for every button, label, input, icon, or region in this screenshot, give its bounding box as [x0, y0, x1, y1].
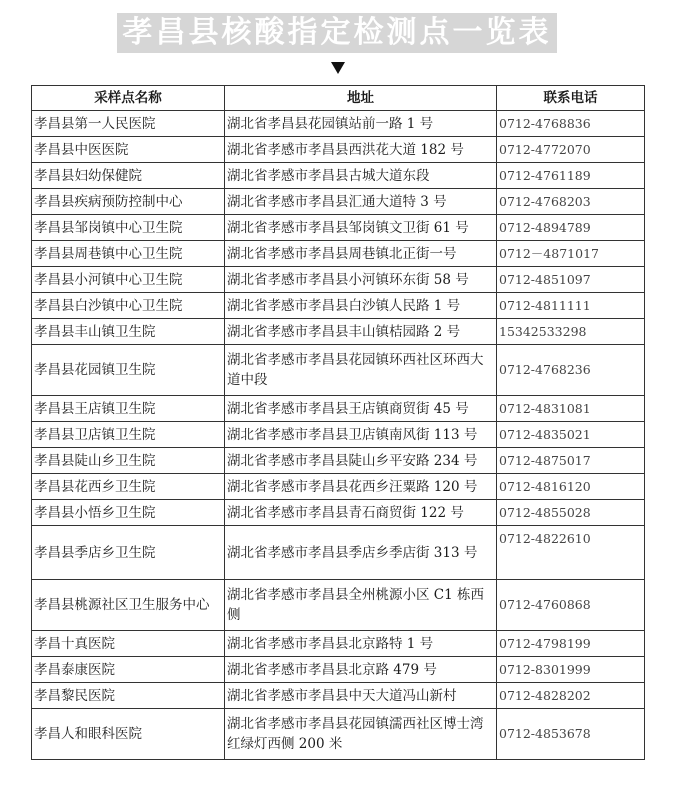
down-arrow-icon — [331, 62, 345, 74]
site-name-cell: 孝昌黎民医院 — [32, 683, 225, 709]
site-name-cell: 孝昌县花西乡卫生院 — [32, 474, 225, 500]
site-address-cell: 湖北省孝感市孝昌县卫店镇南风街 113 号 — [225, 422, 497, 448]
site-address-cell: 湖北省孝感市孝昌县中天大道冯山新村 — [225, 683, 497, 709]
site-phone-cell: 0712-4851097 — [497, 267, 645, 293]
table-row — [32, 111, 645, 137]
site-address-cell: 湖北省孝感市孝昌县北京路特 1 号 — [225, 631, 497, 657]
table-row — [32, 396, 645, 422]
table-row — [32, 631, 645, 657]
site-name-cell: 孝昌县白沙镇中心卫生院 — [32, 293, 225, 319]
table-row — [32, 163, 645, 189]
site-address-cell: 湖北省孝感市孝昌县邹岗镇文卫街 61 号 — [225, 215, 497, 241]
table-row — [32, 474, 645, 500]
site-name-cell: 孝昌县周巷镇中心卫生院 — [32, 241, 225, 267]
site-address-cell: 湖北省孝感市孝昌县北京路 479 号 — [225, 657, 497, 683]
table-row — [32, 189, 645, 215]
table-row — [32, 345, 645, 396]
table-row — [32, 448, 645, 474]
site-phone-cell: 0712-4768236 — [497, 345, 645, 396]
site-address-cell: 湖北省孝感市孝昌县全州桃源小区 C1 栋西侧 — [225, 580, 497, 631]
site-phone-cell: 0712-4894789 — [497, 215, 645, 241]
table-row — [32, 526, 645, 580]
site-address-cell: 湖北省孝感市孝昌县花园镇环西社区环西大道中段 — [225, 345, 497, 396]
site-phone-cell: 0712-4768836 — [497, 111, 645, 137]
site-name-cell: 孝昌县王店镇卫生院 — [32, 396, 225, 422]
site-phone-cell: 0712-4853678 — [497, 709, 645, 760]
site-phone-cell: 0712－4871017 — [497, 241, 645, 267]
site-name-cell: 孝昌县卫店镇卫生院 — [32, 422, 225, 448]
header-phone: 联系电话 — [497, 86, 645, 111]
table-row — [32, 137, 645, 163]
site-name-cell: 孝昌泰康医院 — [32, 657, 225, 683]
table-row — [32, 683, 645, 709]
header-row — [32, 86, 645, 111]
site-address-cell: 湖北省孝感市孝昌县王店镇商贸街 45 号 — [225, 396, 497, 422]
site-phone-cell: 0712-4816120 — [497, 474, 645, 500]
table-row — [32, 657, 645, 683]
site-name-cell: 孝昌县妇幼保健院 — [32, 163, 225, 189]
site-phone-cell: 0712-4768203 — [497, 189, 645, 215]
site-name-cell: 孝昌县丰山镇卫生院 — [32, 319, 225, 345]
table-row — [32, 709, 645, 760]
table-row — [32, 215, 645, 241]
site-phone-cell: 0712-4855028 — [497, 500, 645, 526]
site-name-cell: 孝昌县邹岗镇中心卫生院 — [32, 215, 225, 241]
site-address-cell: 湖北省孝感市孝昌县花园镇濡西社区博士湾红绿灯西侧 200 米 — [225, 709, 497, 760]
site-address-cell: 湖北省孝感市孝昌县小河镇环东街 58 号 — [225, 267, 497, 293]
site-phone-cell: 0712-4831081 — [497, 396, 645, 422]
site-address-cell: 湖北省孝感市孝昌县青石商贸街 122 号 — [225, 500, 497, 526]
site-address-cell: 湖北省孝感市孝昌县西洪花大道 182 号 — [225, 137, 497, 163]
site-name-cell: 孝昌县陡山乡卫生院 — [32, 448, 225, 474]
site-name-cell: 孝昌县疾病预防控制中心 — [32, 189, 225, 215]
site-phone-cell: 0712-4798199 — [497, 631, 645, 657]
site-phone-cell: 0712-4761189 — [497, 163, 645, 189]
site-phone-cell: 0712-4772070 — [497, 137, 645, 163]
site-name-cell: 孝昌县小河镇中心卫生院 — [32, 267, 225, 293]
site-phone-cell: 15342533298 — [497, 319, 645, 345]
header-address: 地址 — [225, 86, 497, 111]
table-row — [32, 293, 645, 319]
page-title: 孝昌县核酸指定检测点一览表 — [122, 15, 552, 50]
table-row — [32, 241, 645, 267]
site-phone-cell: 0712-4760868 — [497, 580, 645, 631]
site-name-cell: 孝昌县中医医院 — [32, 137, 225, 163]
title-banner — [117, 13, 557, 53]
site-phone-cell: 0712-4822610 — [497, 526, 645, 580]
site-phone-cell: 0712-4875017 — [497, 448, 645, 474]
site-address-cell: 湖北省孝感市孝昌县周巷镇北正街一号 — [225, 241, 497, 267]
table-row — [32, 267, 645, 293]
site-name-cell: 孝昌人和眼科医院 — [32, 709, 225, 760]
site-address-cell: 湖北省孝感市孝昌县汇通大道特 3 号 — [225, 189, 497, 215]
site-name-cell: 孝昌县季店乡卫生院 — [32, 526, 225, 580]
site-name-cell: 孝昌县桃源社区卫生服务中心 — [32, 580, 225, 631]
table-row — [32, 319, 645, 345]
site-phone-cell: 0712-4828202 — [497, 683, 645, 709]
table-row — [32, 580, 645, 631]
site-address-cell: 湖北省孝感市孝昌县丰山镇桔园路 2 号 — [225, 319, 497, 345]
table-row — [32, 500, 645, 526]
table-row — [32, 422, 645, 448]
site-address-cell: 湖北省孝感市孝昌县花西乡汪粟路 120 号 — [225, 474, 497, 500]
site-name-cell: 孝昌县第一人民医院 — [32, 111, 225, 137]
table-body — [32, 111, 645, 760]
site-address-cell: 湖北省孝感市孝昌县古城大道东段 — [225, 163, 497, 189]
site-address-cell: 湖北省孝感市孝昌县陡山乡平安路 234 号 — [225, 448, 497, 474]
header-name: 采样点名称 — [32, 86, 225, 111]
site-address-cell: 湖北省孝感市孝昌县季店乡季店街 313 号 — [225, 526, 497, 580]
site-name-cell: 孝昌县花园镇卫生院 — [32, 345, 225, 396]
site-address-cell: 湖北省孝感市孝昌县白沙镇人民路 1 号 — [225, 293, 497, 319]
site-phone-cell: 0712-4811111 — [497, 293, 645, 319]
site-phone-cell: 0712-8301999 — [497, 657, 645, 683]
site-name-cell: 孝昌县小悟乡卫生院 — [32, 500, 225, 526]
site-phone-cell: 0712-4835021 — [497, 422, 645, 448]
testing-sites-table — [31, 85, 645, 760]
site-address-cell: 湖北省孝昌县花园镇站前一路 1 号 — [225, 111, 497, 137]
site-name-cell: 孝昌十真医院 — [32, 631, 225, 657]
